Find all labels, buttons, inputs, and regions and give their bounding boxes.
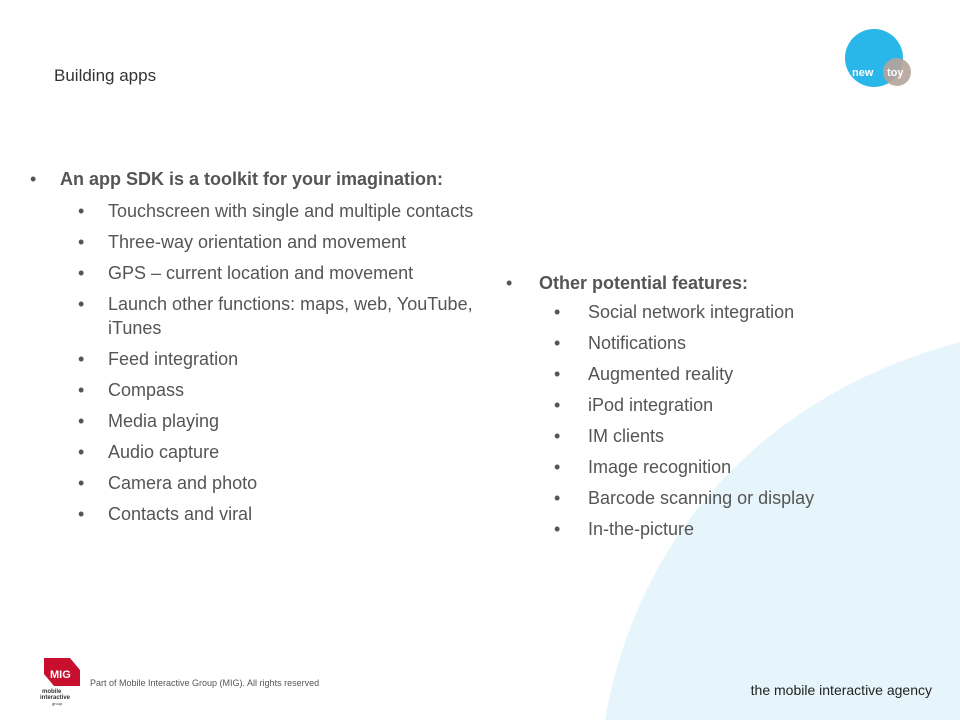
list-item: • Social network integration: [506, 300, 906, 324]
sdk-features-column: [30, 168, 510, 526]
list-item: • IM clients: [506, 424, 906, 448]
list-item: • Compass: [30, 378, 510, 402]
list-item: • Audio capture: [30, 440, 510, 464]
logo-text-toy: toy: [887, 67, 904, 79]
list-item: • Barcode scanning or display: [506, 486, 906, 510]
list-item: • GPS – current location and movement: [30, 261, 510, 285]
mig-logo-text: MIG: [50, 669, 71, 681]
list-item: • Image recognition: [506, 455, 906, 479]
features-heading: • Other potential features:: [506, 272, 906, 294]
list-item: • Media playing: [30, 409, 510, 433]
list-item: • Camera and photo: [30, 471, 510, 495]
list-item: • Augmented reality: [506, 362, 906, 386]
sdk-heading: • An app SDK is a toolkit for your imagination:: [30, 168, 510, 190]
agency-tagline: the mobile interactive agency: [750, 682, 932, 698]
list-item: • In-the-picture: [506, 517, 906, 541]
list-item: • Launch other functions: maps, web, YouTube, iTunes: [30, 292, 510, 340]
copyright-notice: Part of Mobile Interactive Group (MIG). All rights reserved: [90, 678, 320, 688]
potential-features-column: [506, 272, 906, 541]
slide-title: Building apps: [54, 66, 157, 85]
list-item: • Three-way orientation and movement: [30, 230, 510, 254]
mig-sub-1: mobile: [42, 689, 62, 695]
logo-text-new: new: [852, 67, 874, 79]
mig-logo: [38, 656, 84, 706]
new-toy-logo: [838, 26, 918, 92]
list-item: • Contacts and viral: [30, 502, 510, 526]
list-item: • Touchscreen with single and multiple contacts: [30, 199, 510, 223]
list-item: • Feed integration: [30, 347, 510, 371]
mig-sub-2: interactive: [40, 695, 71, 701]
list-item: • iPod integration: [506, 393, 906, 417]
mig-sub-3: group: [52, 701, 63, 706]
list-item: • Notifications: [506, 331, 906, 355]
